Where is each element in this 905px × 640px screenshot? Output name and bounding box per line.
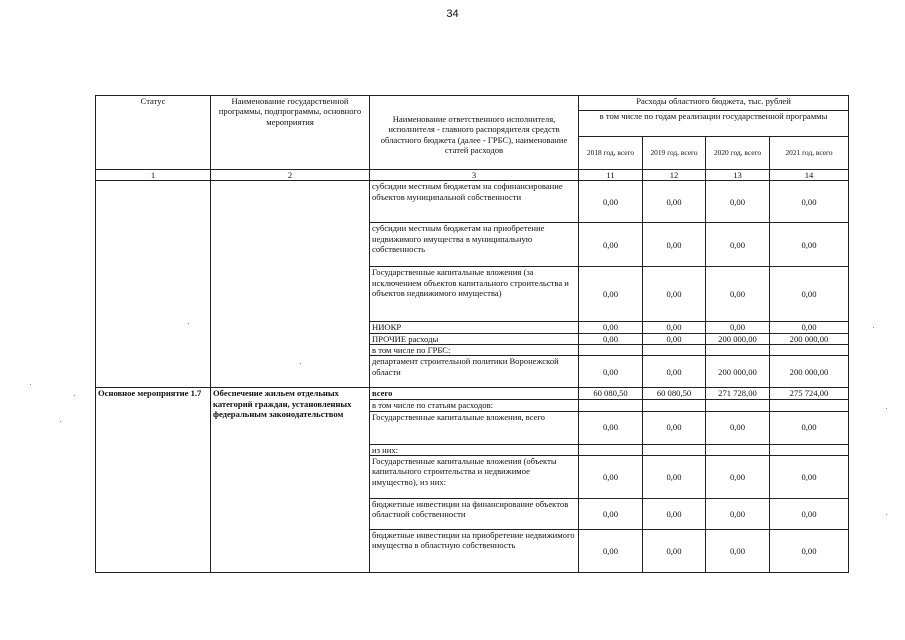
column-index: 14	[770, 170, 849, 181]
header-year-2019: 2019 год, всего	[643, 137, 706, 170]
value-2018: 0,00	[579, 411, 643, 444]
value-2021: 0,00	[770, 267, 849, 322]
header-year-2020: 2020 год, всего	[706, 137, 770, 170]
value-2021: 0,00	[770, 529, 849, 572]
value-2021	[770, 344, 849, 355]
value-2019: 0,00	[643, 333, 706, 344]
value-2021: 0,00	[770, 322, 849, 333]
scan-speck	[886, 408, 887, 409]
header-executor: Наименование ответственного исполнителя, исполнителя - главного распорядителя средств областного бюджета (далее - ГРБС), наименование статей расходов	[370, 96, 579, 170]
expense-item-name: в том числе по статьям расходов:	[370, 399, 579, 411]
value-2019: 0,00	[643, 322, 706, 333]
value-2021	[770, 399, 849, 411]
value-2019	[643, 344, 706, 355]
value-2018: 0,00	[579, 267, 643, 322]
expense-item-name: НИОКР	[370, 322, 579, 333]
value-2021: 275 724,00	[770, 388, 849, 399]
value-2018: 0,00	[579, 322, 643, 333]
value-2021: 0,00	[770, 455, 849, 498]
value-2020: 0,00	[706, 181, 770, 223]
column-index-row	[96, 170, 849, 181]
scan-speck	[873, 327, 874, 328]
value-2020	[706, 444, 770, 455]
value-2019: 0,00	[643, 455, 706, 498]
status-cell: Основное мероприятие 1.7	[96, 388, 211, 573]
value-2020: 200 000,00	[706, 333, 770, 344]
value-2021: 0,00	[770, 223, 849, 267]
status-cell	[96, 181, 211, 388]
value-2018	[579, 344, 643, 355]
column-index: 11	[579, 170, 643, 181]
value-2020: 200 000,00	[706, 356, 770, 388]
expense-item-name: Государственные капитальные вложения (за исключением объектов капитального строительства и объектов недвижимого имущества)	[370, 267, 579, 322]
value-2019: 0,00	[643, 411, 706, 444]
expense-item-name: департамент строительной политики Воронежской области	[370, 356, 579, 388]
expense-item-name: из них:	[370, 444, 579, 455]
value-2018	[579, 399, 643, 411]
value-2021: 200 000,00	[770, 333, 849, 344]
expense-item-name: субсидии местным бюджетам на приобретение недвижимого имущества в муниципальную собственность	[370, 223, 579, 267]
value-2021: 200 000,00	[770, 356, 849, 388]
value-2019: 0,00	[643, 498, 706, 529]
value-2018: 0,00	[579, 223, 643, 267]
value-2020: 0,00	[706, 322, 770, 333]
scan-speck	[886, 514, 887, 515]
value-2021: 0,00	[770, 411, 849, 444]
value-2018: 0,00	[579, 498, 643, 529]
value-2019: 60 080,50	[643, 388, 706, 399]
table-row	[96, 181, 849, 223]
header-year-2021: 2021 год, всего	[770, 137, 849, 170]
header-year-2018: 2018 год, всего	[579, 137, 643, 170]
expense-item-name: всего	[370, 388, 579, 399]
header-budget-sub: в том числе по годам реализации государственной программы	[579, 111, 849, 137]
value-2020	[706, 344, 770, 355]
program-cell	[211, 181, 370, 388]
column-index: 2	[211, 170, 370, 181]
value-2020: 0,00	[706, 455, 770, 498]
value-2020: 0,00	[706, 267, 770, 322]
scan-speck	[188, 323, 189, 324]
value-2018: 60 080,50	[579, 388, 643, 399]
expense-item-name: Государственные капитальные вложения, всего	[370, 411, 579, 444]
column-index: 1	[96, 170, 211, 181]
value-2018: 0,00	[579, 356, 643, 388]
scan-speck	[30, 384, 31, 385]
value-2021: 0,00	[770, 181, 849, 223]
header-program-name: Наименование государственной программы, подпрограммы, основного мероприятия	[211, 96, 370, 170]
value-2020: 271 728,00	[706, 388, 770, 399]
header-budget-group: Расходы областного бюджета, тыс. рублей	[579, 96, 849, 111]
value-2021: 0,00	[770, 498, 849, 529]
value-2018: 0,00	[579, 529, 643, 572]
value-2018	[579, 444, 643, 455]
expense-item-name: субсидии местным бюджетам на софинансирование объектов муниципальной собственности	[370, 181, 579, 223]
page-number: 34	[446, 8, 459, 20]
expense-item-name: Государственные капитальные вложения (объекты капитального строительства и недвижимое имущество), из них:	[370, 455, 579, 498]
header-status: Статус	[96, 96, 211, 170]
scan-speck	[74, 395, 75, 396]
value-2019: 0,00	[643, 181, 706, 223]
value-2019: 0,00	[643, 356, 706, 388]
scan-speck	[300, 363, 301, 364]
value-2020: 0,00	[706, 529, 770, 572]
value-2020: 0,00	[706, 411, 770, 444]
column-index: 13	[706, 170, 770, 181]
expense-item-name: ПРОЧИЕ расходы	[370, 333, 579, 344]
program-cell: Обеспечение жильем отдельных категорий граждан, установленных федеральным законодательством	[211, 388, 370, 573]
value-2019: 0,00	[643, 223, 706, 267]
value-2020	[706, 399, 770, 411]
value-2020: 0,00	[706, 498, 770, 529]
value-2019: 0,00	[643, 529, 706, 572]
expense-item-name: в том числе по ГРБС:	[370, 344, 579, 355]
table-row	[96, 388, 849, 399]
column-index: 3	[370, 170, 579, 181]
value-2019	[643, 444, 706, 455]
column-index: 12	[643, 170, 706, 181]
expense-item-name: бюджетные инвестиции на финансирование объектов областной собственности	[370, 498, 579, 529]
value-2018: 0,00	[579, 333, 643, 344]
value-2021	[770, 444, 849, 455]
expense-item-name: бюджетные инвестиции на приобретение недвижимого имущества в областную собственность	[370, 529, 579, 572]
scan-speck	[60, 421, 61, 422]
value-2019	[643, 399, 706, 411]
value-2018: 0,00	[579, 455, 643, 498]
value-2018: 0,00	[579, 181, 643, 223]
budget-table	[95, 95, 849, 573]
value-2019: 0,00	[643, 267, 706, 322]
value-2020: 0,00	[706, 223, 770, 267]
